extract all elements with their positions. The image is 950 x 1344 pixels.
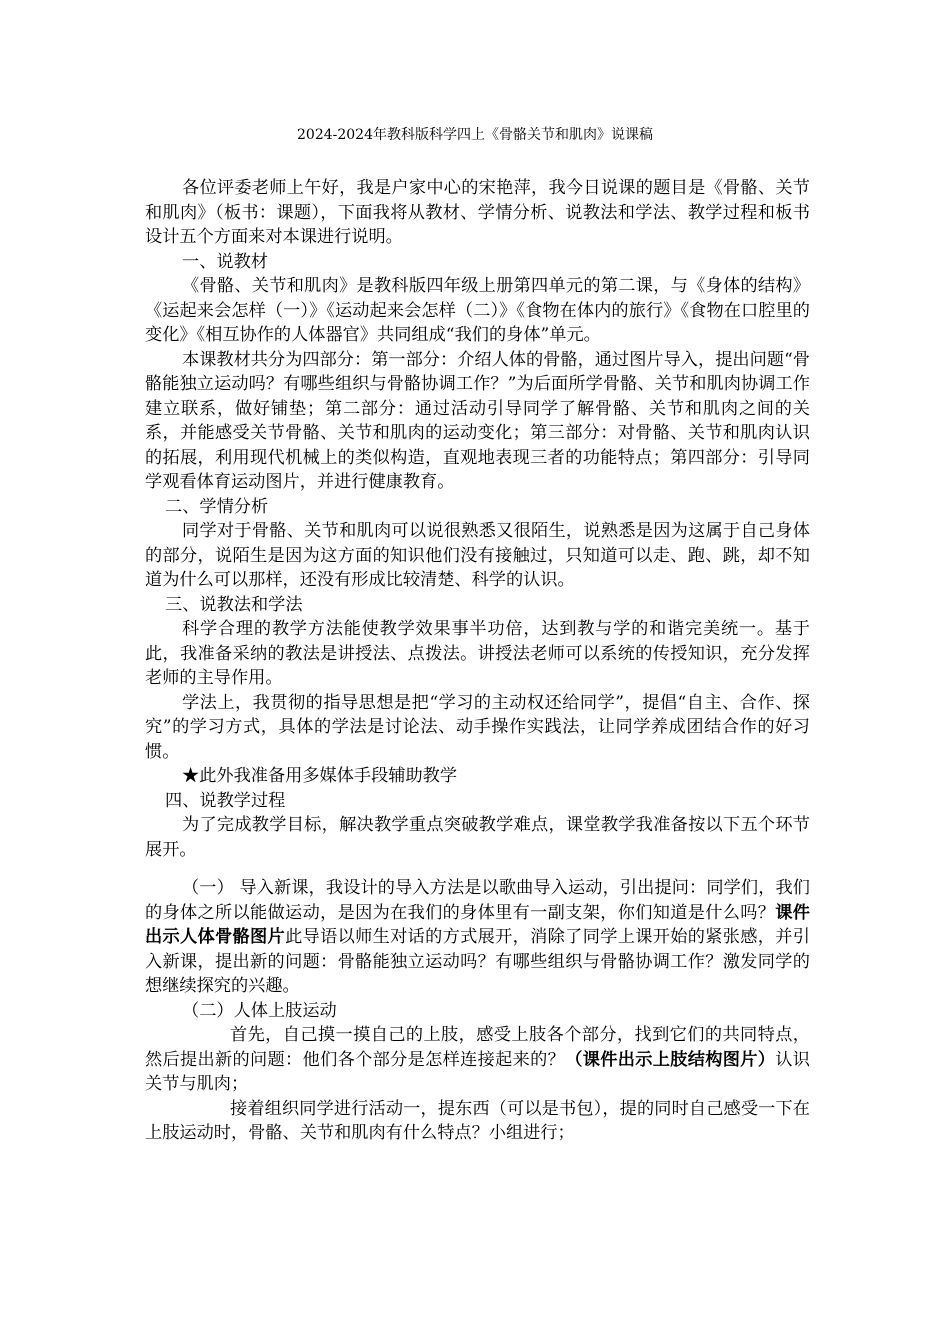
step-2-paragraph-2: 接着组织同学进行活动一，提东西（可以是书包），提的同时自己感受一下在上肢运动时，骨骼、关节和肌肉有什么特点？小组进行； [145,1098,810,1143]
step-2-bold-text: （课件出示上肢结构图片） [565,1049,776,1070]
paragraph: 《骨骼、关节和肌肉》是教科版四年级上册第四单元的第二课，与《身体的结构》《运起来会怎样（一）》《运动起来会怎样（二）》《食物在体内的旅行》《食物在口腔里的变化》《相互协作的人体器官》共同组成“我们的身体”单元。 [145,276,810,345]
section-heading-2: 二、学情分析 [165,496,269,517]
paragraph: 本课教材共分为四部分：第一部分：介绍人体的骨骼，通过图片导入，提出问题“骨骼能独立运动吗？有哪些组织与骨骼协调工作？”为后面所学骨骼、关节和肌肉协调工作建立联系，做好铺垫；第二部分：通过活动引导同学了解骨骼、关节和肌肉之间的关系，并能感受关节骨骼、关节和肌肉的运动变化；第三部分：对骨骼、关节和肌肉认识的拓展，利用现代机械上的类似构造，直观地表现三者的功能特点；第四部分：引导同学观看体育运动图片，并进行健康教育。 [145,349,810,492]
document-body [145,176,810,1146]
paragraph: 学法上，我贯彻的指导思想是把“学习的主动权还给同学”，提倡“自主、合作、探究”的学习方式，具体的学法是讨论法、动手操作实践法，让同学养成团结合作的好习惯。 [145,692,810,762]
star-note: ★此外我准备用多媒体手段辅助教学 [182,766,458,786]
paragraph: 同学对于骨骼、关节和肌肉可以说很熟悉又很陌生，说熟悉是因为这属于自己身体的部分，说陌生是因为这方面的知识他们没有接触过，只知道可以走、跑、跳，却不知道为什么可以那样，还没有形成比较清楚、科学的认识。 [145,521,810,590]
section-heading-1: 一、说教材 [182,251,268,272]
step-1-text-cont: 此导语以师生对话的方式展开，消除了同学上课开始的紧张感，并引入新课，提出新的问题：骨骼能独立运动吗？有哪些组织与骨骼协调工作？激发同学的想继续探究的兴趣。 [145,927,810,996]
step-2-text: 首先，自己摸一摸自己的上肢，感受上肢各个部分，找到它们的共同特点，然后提出新的问题：他们各个部分是怎样连接起来的？ [145,1025,810,1070]
step-1-paragraph [145,876,810,999]
step-2-paragraph [145,1023,810,1097]
step-1-text: （一） 导入新课，我设计的导入方法是以歌曲导入运动，引出提问：同学们，我们的身体之所以能做运动，是因为在我们的身体里有一副支架，你们知道是什么吗？ [145,878,810,923]
step-1-bold-text: 课件出示人体骨骼图片 [145,902,810,947]
step-2-heading: （二）人体上肢运动 [182,1000,337,1021]
paragraph: 科学合理的教学方法能使教学效果事半功倍，达到教与学的和谐完美统一。基于此，我准备采纳的教法是讲授法、点拨法。讲授法老师可以系统的传授知识，充分发挥老师的主导作用。 [145,619,810,688]
paragraph: 为了完成教学目标，解决教学重点突破教学难点，课堂教学我准备按以下五个环节展开。 [145,815,810,860]
intro-paragraph: 各位评委老师上午好，我是户家中心的宋艳萍，我今日说课的题目是《骨骼、关节和肌肉》（板书：课题），下面我将从教材、学情分析、说教法和学法、教学过程和板书设计五个方面来对本课进行说明。 [145,178,810,247]
step-2-text-cont: 认识关节与肌肉； [145,1049,810,1094]
section-heading-4: 四、说教学过程 [165,790,286,811]
document-title: 2024-2024年教科版科学四上《骨骼关节和肌肉》说课稿 [297,127,653,143]
section-heading-3: 三、说教法和学法 [165,594,303,615]
